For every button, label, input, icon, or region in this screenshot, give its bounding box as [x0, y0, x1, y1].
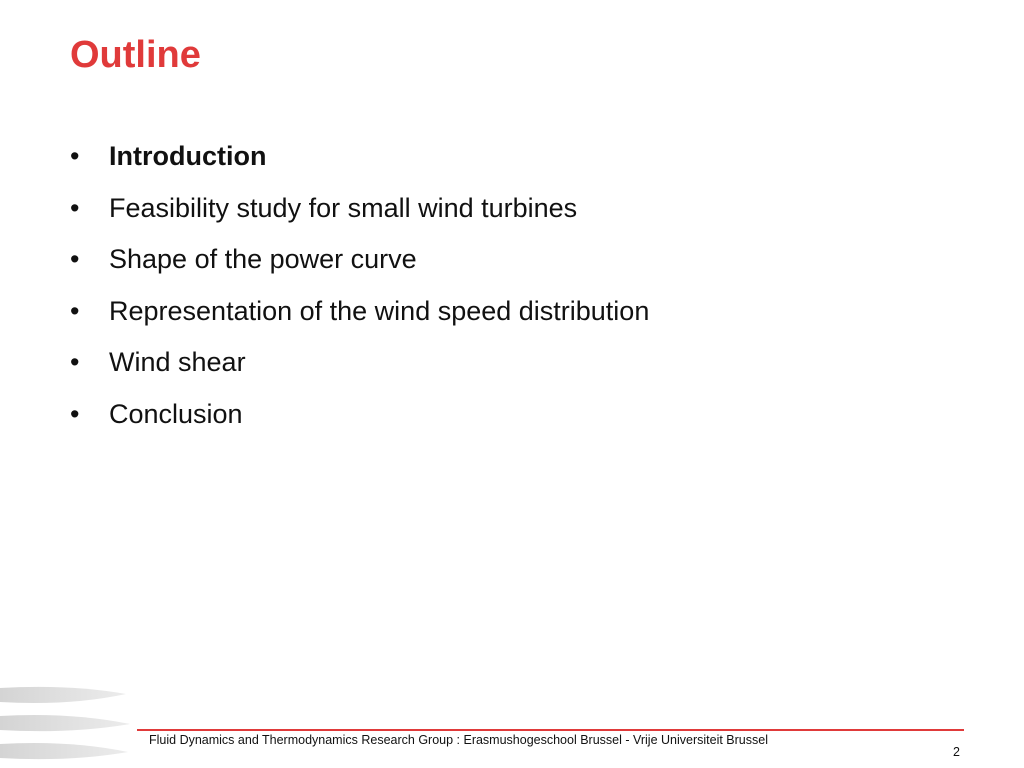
bullet-icon: • [70, 398, 80, 429]
decorative-swoosh-icon [0, 676, 140, 768]
outline-list [70, 134, 649, 443]
bullet-icon: • [70, 347, 80, 377]
list-item-label: Introduction [109, 141, 267, 171]
list-item-label: Feasibility study for small wind turbines [109, 192, 578, 223]
slide-title: Outline [70, 34, 201, 76]
list-item-label: Wind shear [109, 347, 246, 377]
bullet-icon: • [70, 295, 80, 326]
bullet-icon: • [70, 244, 80, 274]
list-item [70, 186, 649, 238]
list-item [70, 237, 649, 289]
list-item [70, 392, 649, 444]
list-item [70, 289, 649, 341]
list-item-label: Representation of the wind speed distribution [109, 295, 650, 326]
list-item-label: Conclusion [109, 398, 243, 429]
list-item [70, 134, 649, 186]
footer-text: Fluid Dynamics and Thermodynamics Research Group : Erasmushogeschool Brussel - Vrije Universiteit Brussel [149, 733, 768, 747]
list-item-label: Shape of the power curve [109, 244, 417, 274]
bullet-icon: • [70, 141, 80, 171]
list-item [70, 340, 649, 392]
page-number: 2 [953, 745, 960, 759]
bullet-icon: • [70, 192, 80, 223]
footer-divider [137, 729, 964, 731]
